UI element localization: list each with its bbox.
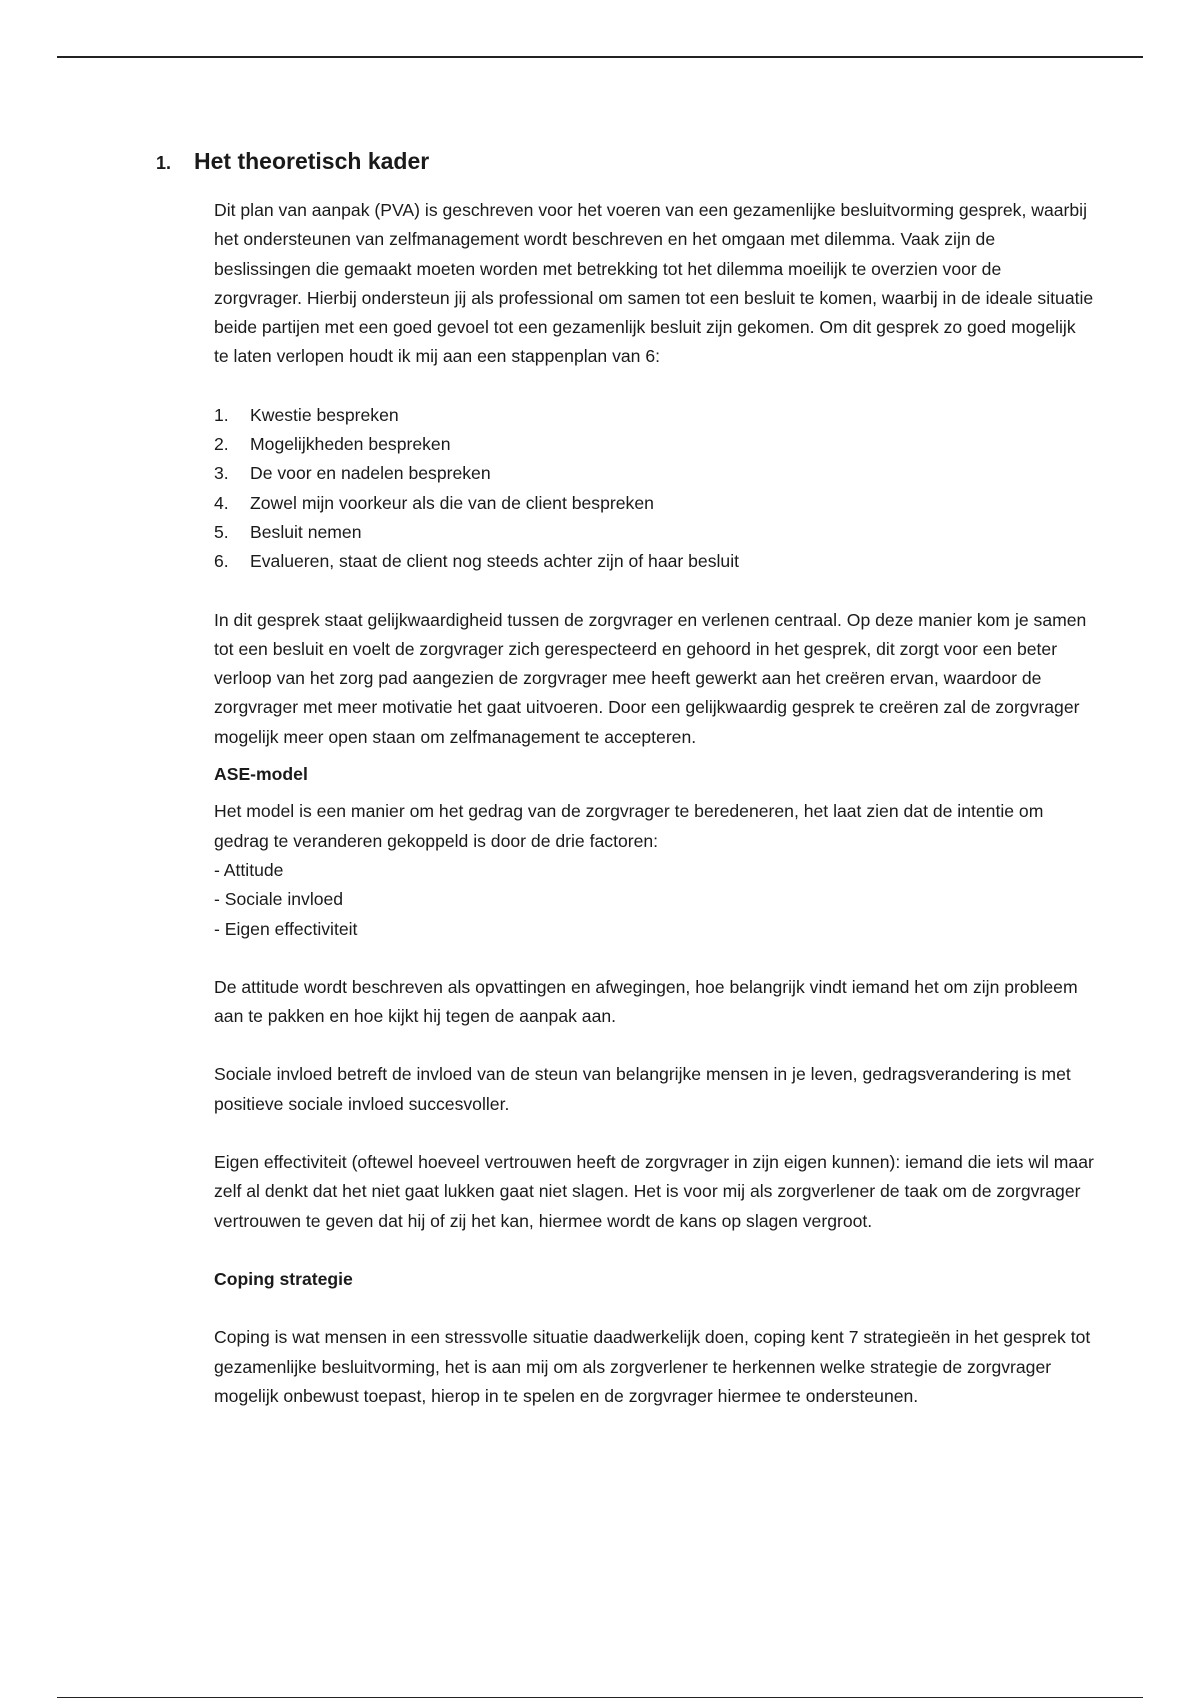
ase-intro-paragraph: Het model is een manier om het gedrag van de zorgvrager te beredeneren, het laat zien dat de intentie om gedrag te veranderen gekoppeld is door de drie factoren:: [214, 801, 1044, 851]
list-item: [214, 547, 1094, 576]
list-item-text: Mogelijkheden bespreken: [250, 434, 451, 455]
footer-rule: [57, 1697, 1143, 1698]
factor-item: - Attitude: [214, 859, 284, 880]
list-item: [214, 518, 1094, 547]
section-title: Het theoretisch kader: [194, 148, 430, 174]
list-item: [214, 401, 1094, 430]
list-item-number: 3.: [214, 463, 229, 484]
list-item: [214, 489, 1094, 518]
header-rule: [57, 56, 1143, 58]
self-efficacy-paragraph: Eigen effectiviteit (oftewel hoeveel vertrouwen heeft de zorgvrager in zijn eigen kunnen): iemand die iets wil maar zelf al denkt dat het niet gaat lukken gaat niet slagen. Het is voor mij als zorgverlener de taak om de zorgvrager vertrouwen te geven dat hij of zij het kan, hiermee wordt de kans op slagen vergroot.: [214, 1152, 1094, 1231]
section-heading: [156, 146, 429, 178]
list-item-text: De voor en nadelen bespreken: [250, 463, 491, 484]
steps-list: [214, 401, 1094, 577]
ase-model-heading: ASE-model: [214, 764, 308, 785]
list-item-number: 2.: [214, 434, 229, 455]
document-body: [214, 196, 1094, 1411]
list-item-number: 6.: [214, 551, 229, 572]
factors-list: [214, 856, 1094, 944]
coping-paragraph: Coping is wat mensen in een stressvolle situatie daadwerkelijk doen, coping kent 7 strategieën in het gesprek tot gezamenlijke besluitvorming, het is aan mij om als zorgverlener te herkennen welke strategie de zorgvrager mogelijk onbewust toepast, hierop in te spelen en de zorgvrager hiermee te ondersteunen.: [214, 1327, 1091, 1406]
list-item-text: Kwestie bespreken: [250, 404, 399, 425]
list-item-number: 5.: [214, 521, 229, 542]
list-item: [214, 430, 1094, 459]
section-number: 1.: [156, 153, 172, 173]
list-item-text: Zowel mijn voorkeur als die van de client bespreken: [250, 492, 654, 513]
attitude-paragraph: De attitude wordt beschreven als opvattingen en afwegingen, hoe belangrijk vindt iemand het om zijn probleem aan te pakken en hoe kijkt hij tegen de aanpak aan.: [214, 976, 1078, 1027]
list-item: [214, 459, 1094, 488]
list-item-text: Evalueren, staat de client nog steeds achter zijn of haar besluit: [250, 551, 740, 572]
list-item-number: 1.: [214, 404, 229, 425]
factor-item: - Sociale invloed: [214, 889, 344, 910]
intro-paragraph: Dit plan van aanpak (PVA) is geschreven voor het voeren van een gezamenlijke besluitvorming gesprek, waarbij het ondersteunen van zelfmanagement wordt beschreven en het omgaan met dilemma. Vaak zijn de beslissingen die gemaakt moeten worden met betrekking tot het dilemma moeilijk te overzien voor de zorgvrager. Hierbij ondersteun jij als professional om samen tot een besluit te komen, waarbij in de ideale situatie beide partijen met een goed gevoel tot een gezamenlijk besluit zijn gekomen. Om dit gesprek zo goed mogelijk te laten verlopen houdt ik mij aan een stappenplan van 6:: [214, 200, 1094, 367]
list-item-number: 4.: [214, 492, 229, 513]
equality-paragraph: In dit gesprek staat gelijkwaardigheid tussen de zorgvrager en verlenen centraal. Op deze manier kom je samen tot een besluit en voelt de zorgvrager zich gerespecteerd en gehoord in het gesprek, dit zorgt voor een beter verloop van het zorg pad aangezien de zorgvrager mee heeft gewerkt aan het creëren ervan, waardoor de zorgvrager met meer motivatie het gaat uitvoeren. Door een gelijkwaardig gesprek te creëren zal de zorgvrager mogelijk meer open staan om zelfmanagement te accepteren.: [214, 609, 1087, 747]
factor-item: - Eigen effectiviteit: [214, 918, 358, 939]
social-influence-paragraph: Sociale invloed betreft de invloed van de steun van belangrijke mensen in je leven, gedragsverandering is met positieve sociale invloed succesvoller.: [214, 1064, 1071, 1114]
coping-heading: Coping strategie: [214, 1268, 353, 1289]
list-item-text: Besluit nemen: [250, 521, 362, 542]
